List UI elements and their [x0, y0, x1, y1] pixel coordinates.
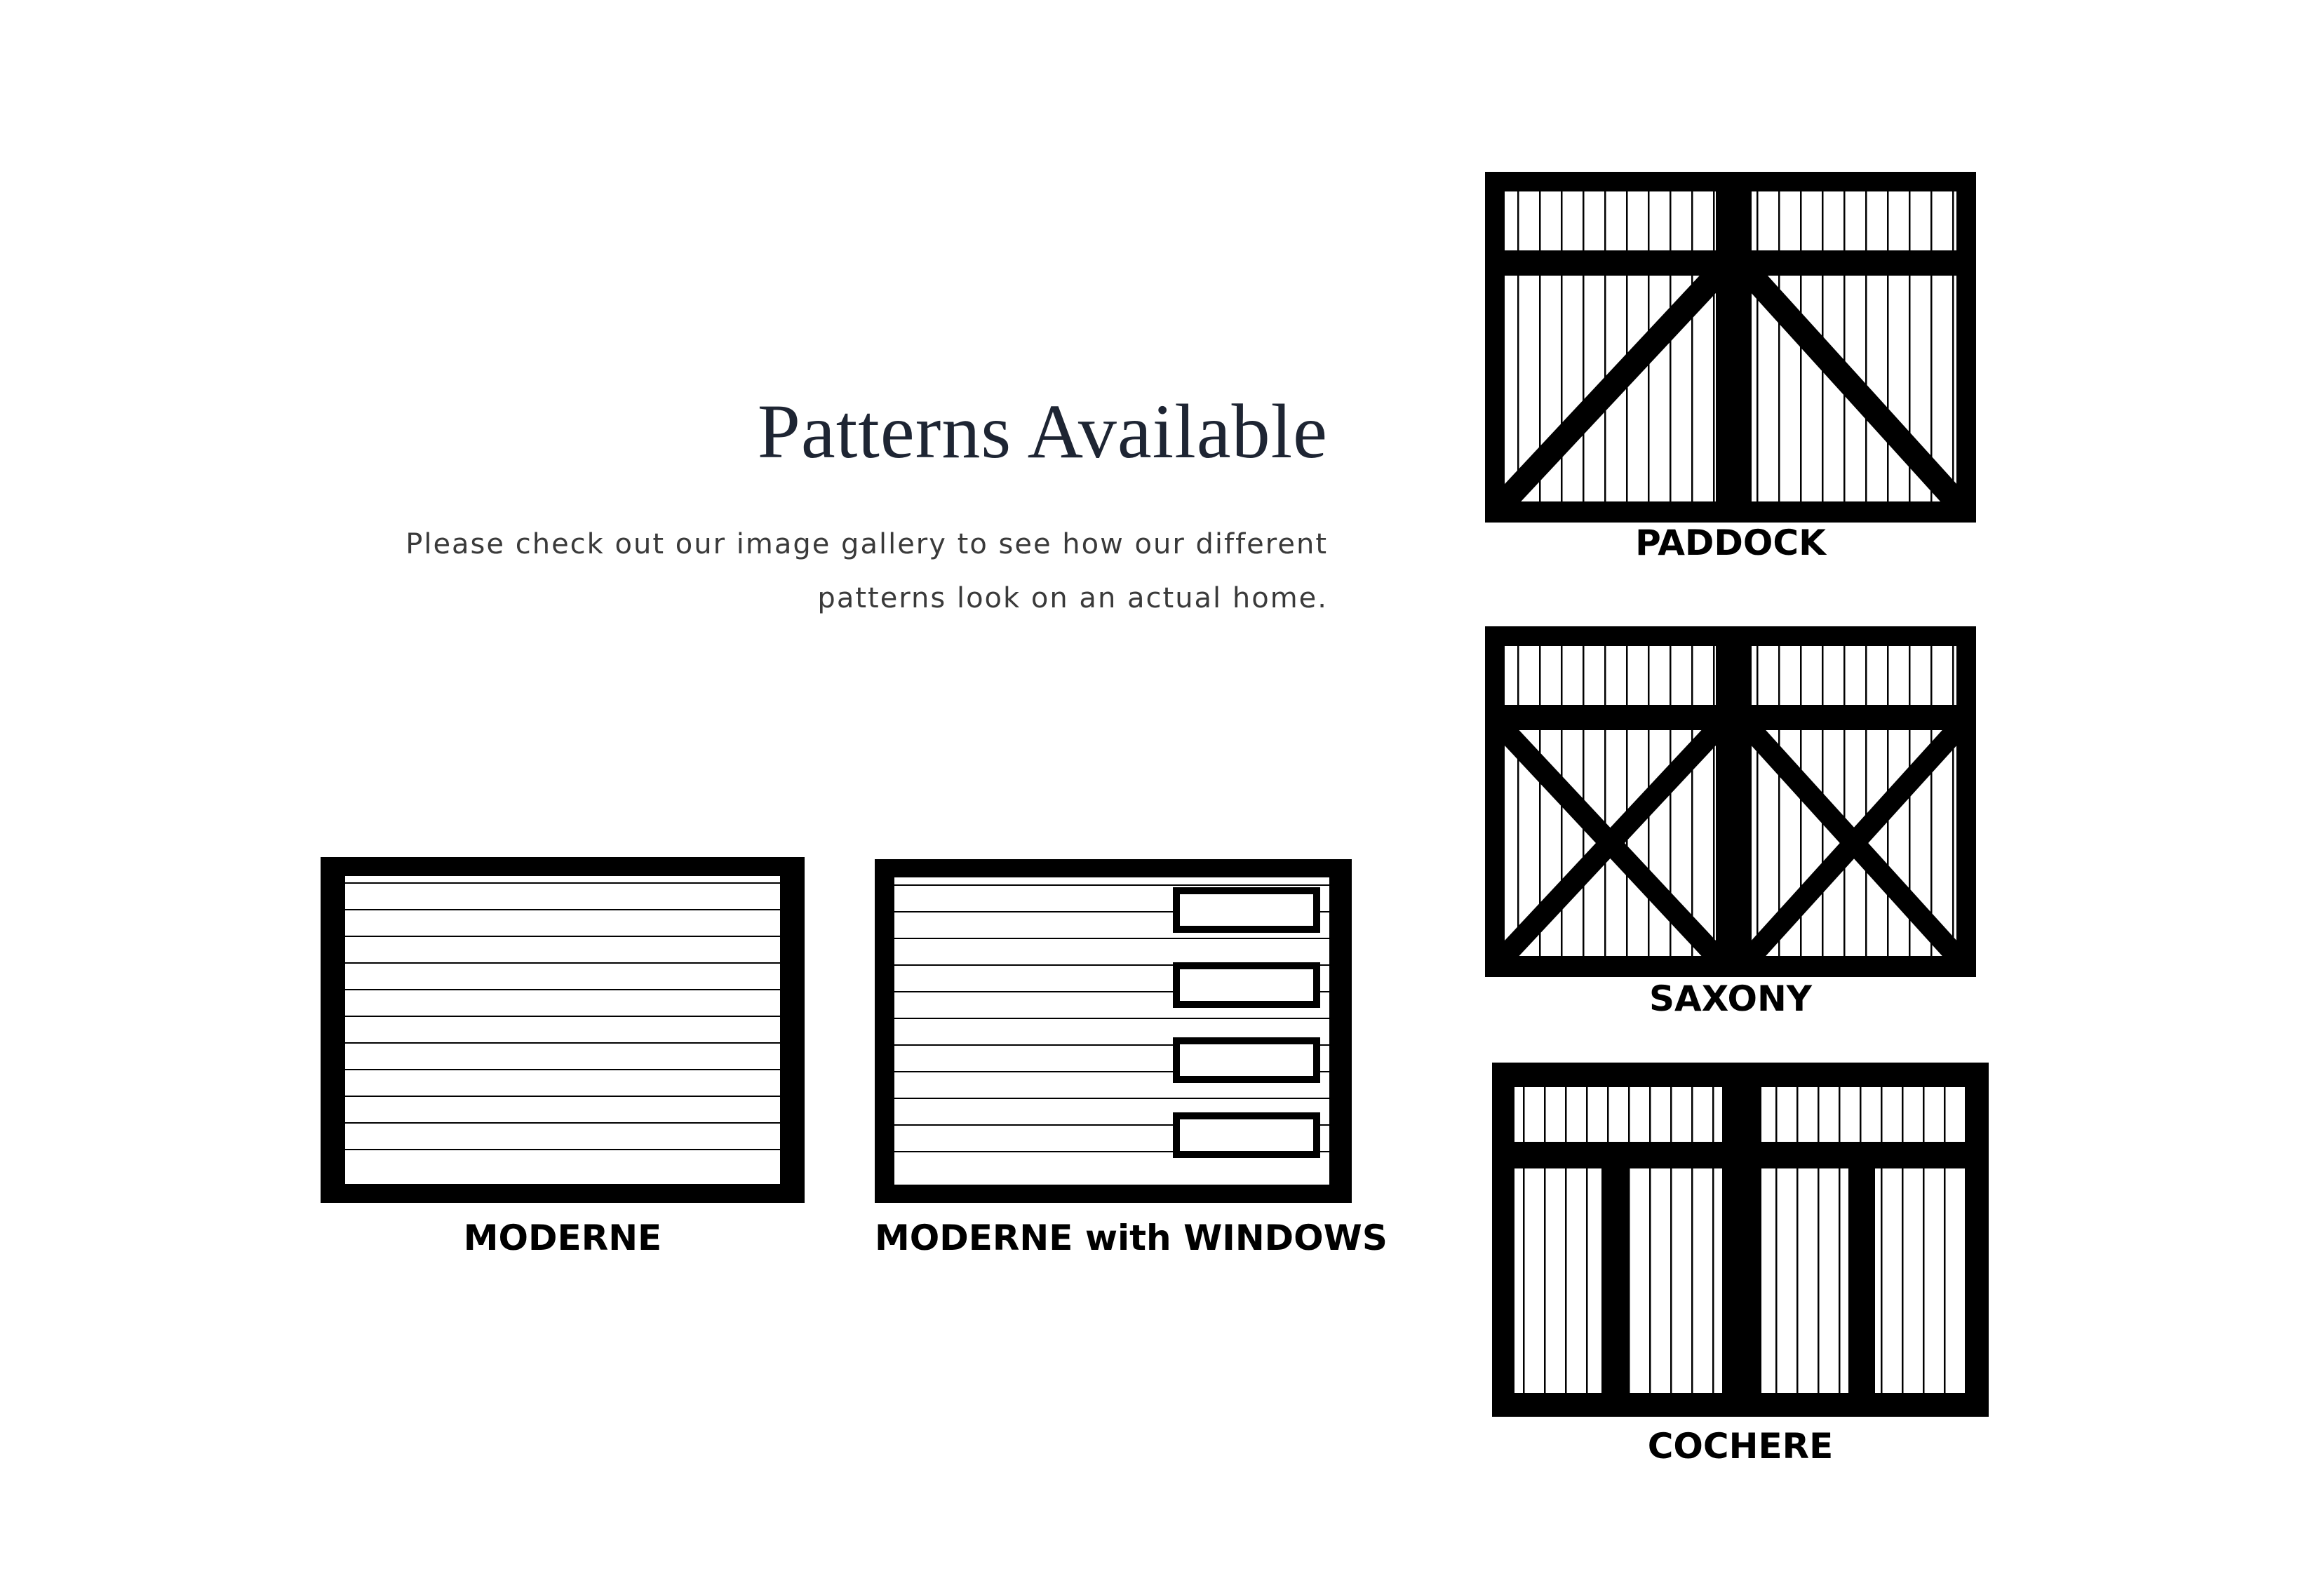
- description-line-1: Please check out our image gallery to see how our different: [405, 528, 1328, 560]
- description-line-2: patterns look on an actual home.: [817, 582, 1328, 614]
- pattern-label: COCHERE: [1647, 1426, 1834, 1467]
- pattern-label: MODERNE: [463, 1218, 662, 1258]
- moderne-windows-door-icon: [875, 859, 1352, 1203]
- saxony-door-icon: [1485, 626, 1976, 977]
- pattern-label: PADDOCK: [1635, 523, 1826, 563]
- paddock-door-icon: [1485, 172, 1976, 523]
- moderne-door-icon: [321, 857, 805, 1203]
- page-description: [346, 518, 1328, 626]
- pattern-cochere: [1492, 1063, 1989, 1476]
- pattern-saxony: [1485, 626, 1976, 1033]
- pattern-label: SAXONY: [1648, 978, 1813, 1019]
- pattern-moderne-windows: [875, 859, 1388, 1280]
- pattern-moderne: [321, 857, 805, 1278]
- cochere-door-icon: [1492, 1063, 1989, 1417]
- pattern-label: MODERNE with WINDOWS: [875, 1218, 1388, 1258]
- page-title: Patterns Available: [757, 389, 1328, 474]
- pattern-paddock: [1485, 172, 1976, 579]
